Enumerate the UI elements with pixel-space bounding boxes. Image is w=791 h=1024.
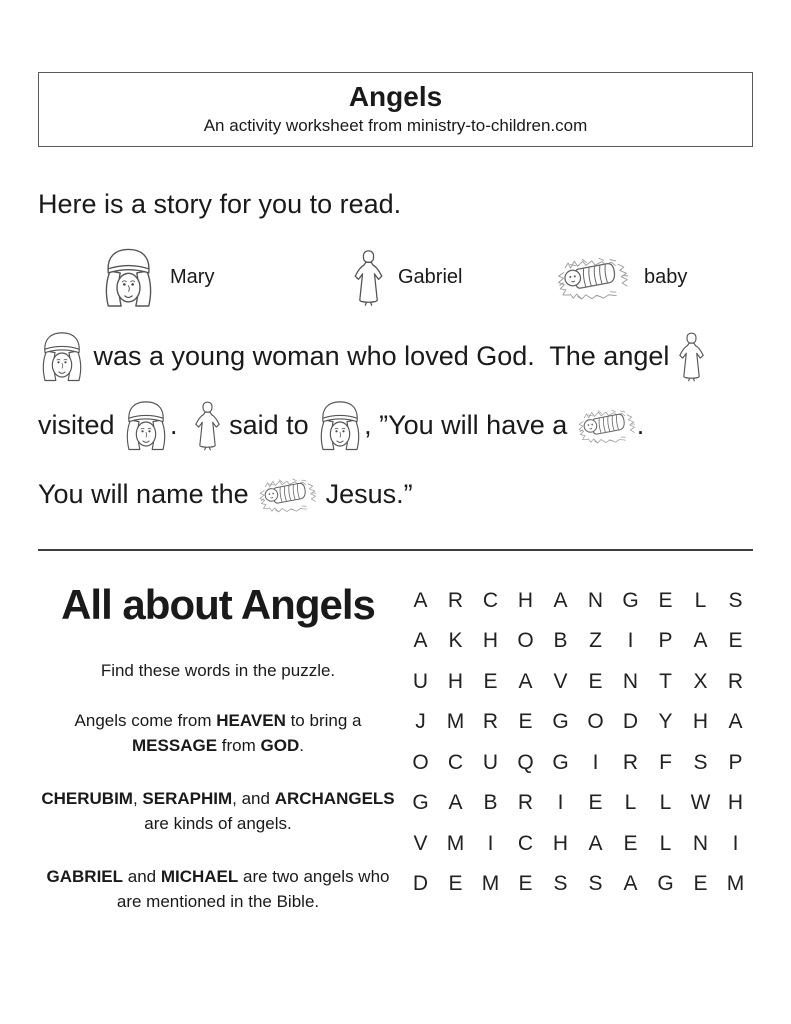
story-intro: Here is a story for you to read. [38, 188, 402, 219]
grid-letter: A [693, 629, 708, 653]
grid-letter: P [658, 629, 673, 653]
mary-icon [316, 399, 364, 452]
grid-letter: R [727, 669, 744, 693]
grid-letter: E [448, 872, 463, 896]
grid-letter: U [482, 750, 499, 774]
grid-letter: V [553, 669, 568, 693]
grid-letter: I [592, 750, 599, 774]
grid-letter: Q [517, 750, 534, 774]
key-item-mary [100, 238, 214, 318]
puzzle-clue-kinds-of-angels: CHERUBIM, SERAPHIM, and ARCHANGELS are kinds of angels. [41, 788, 395, 834]
key-label-gabriel: Gabriel [398, 266, 463, 289]
grid-letter: H [692, 710, 709, 734]
grid-letter: E [728, 629, 743, 653]
grid-letter: S [588, 872, 603, 896]
grid-letter: H [447, 669, 464, 693]
key-label-baby: baby [644, 266, 688, 289]
story-text: visited [38, 409, 123, 440]
story-lines [38, 322, 753, 529]
grid-letter: V [413, 831, 428, 855]
story-text: said to [221, 409, 317, 440]
grid-letter: L [659, 831, 672, 855]
grid-letter: D [622, 710, 639, 734]
grid-letter: S [693, 750, 708, 774]
grid-letter: L [624, 791, 637, 815]
grid-letter: A [448, 791, 463, 815]
gabriel-icon [193, 399, 222, 452]
mary-icon [100, 246, 157, 309]
gabriel-icon [352, 248, 385, 307]
story-text: was a young woman who loved God. The angel [86, 340, 677, 371]
grid-letter: H [552, 831, 569, 855]
grid-letter: E [483, 669, 498, 693]
grid-letter: A [518, 669, 533, 693]
grid-letter: R [517, 791, 534, 815]
grid-letter: D [412, 872, 429, 896]
grid-letter: N [692, 831, 709, 855]
story-text: Jesus.” [318, 478, 413, 509]
grid-letter: J [415, 710, 426, 734]
grid-letter: G [657, 872, 674, 896]
grid-letter: I [732, 831, 739, 855]
word-search-grid [403, 581, 753, 905]
story-text: , ”You will have a [364, 409, 575, 440]
grid-letter: C [482, 588, 499, 612]
puzzle-clue-heaven-message: Angels come from HEAVEN to bring a MESSAGE from GOD. [74, 710, 362, 756]
grid-letter: G [412, 791, 429, 815]
grid-letter: G [622, 588, 639, 612]
grid-letter: A [413, 629, 428, 653]
grid-letter: O [517, 629, 534, 653]
grid-letter: M [481, 872, 500, 896]
grid-letter: H [727, 791, 744, 815]
grid-letter: P [728, 750, 743, 774]
story-text: . [636, 409, 645, 440]
grid-letter: R [482, 710, 499, 734]
grid-letter: R [622, 750, 639, 774]
grid-letter: Y [658, 710, 673, 734]
grid-letter: I [627, 629, 634, 653]
grid-letter: G [552, 710, 569, 734]
grid-letter: T [659, 669, 672, 693]
grid-letter: A [623, 872, 638, 896]
grid-letter: A [728, 710, 743, 734]
baby-icon [256, 472, 318, 517]
grid-letter: E [518, 710, 533, 734]
puzzle-clue-gabriel-michael: GABRIEL and MICHAEL are two angels who are mentioned in the Bible. [46, 866, 390, 912]
grid-letter: S [553, 872, 568, 896]
gabriel-icon [677, 330, 706, 383]
section-divider [38, 549, 753, 551]
grid-letter: B [483, 791, 498, 815]
grid-letter: O [412, 750, 429, 774]
worksheet-subtitle: An activity worksheet from ministry-to-children.com [203, 115, 588, 135]
grid-letter: C [447, 750, 464, 774]
header-box [38, 72, 753, 147]
story-line [38, 460, 753, 529]
grid-letter: A [413, 588, 428, 612]
puzzle-section [0, 577, 791, 932]
grid-letter: N [587, 588, 604, 612]
grid-letter: L [659, 791, 672, 815]
grid-letter: H [482, 629, 499, 653]
grid-letter: C [517, 831, 534, 855]
grid-letter: S [728, 588, 743, 612]
grid-letter: I [487, 831, 494, 855]
puzzle-panel [38, 577, 398, 932]
grid-letter: I [557, 791, 564, 815]
story-line [38, 322, 753, 391]
story-text: . [170, 409, 193, 440]
icon-key [0, 238, 791, 318]
grid-letter: B [553, 629, 568, 653]
grid-letter: E [693, 872, 708, 896]
mary-icon [122, 399, 170, 452]
grid-letter: N [622, 669, 639, 693]
key-label-mary: Mary [170, 266, 215, 289]
grid-letter: Z [589, 629, 602, 653]
grid-letter: W [690, 791, 711, 815]
key-item-baby [553, 238, 687, 318]
grid-letter: E [658, 588, 673, 612]
worksheet-title: Angels [348, 81, 443, 112]
baby-icon [575, 403, 637, 448]
baby-icon [553, 251, 631, 304]
grid-letter: K [448, 629, 463, 653]
grid-letter: U [412, 669, 429, 693]
puzzle-title: All about Angels [61, 580, 375, 628]
grid-letter: A [588, 831, 603, 855]
grid-letter: E [623, 831, 638, 855]
story-text: You will name the [38, 478, 257, 509]
mary-icon [38, 330, 86, 383]
grid-letter: O [587, 710, 604, 734]
grid-letter: E [588, 791, 603, 815]
grid-letter: F [659, 750, 672, 774]
grid-letter: G [552, 750, 569, 774]
grid-letter: M [726, 872, 745, 896]
grid-letter: R [447, 588, 464, 612]
grid-letter: E [518, 872, 533, 896]
story-line [38, 391, 753, 460]
grid-letter: M [446, 710, 465, 734]
grid-letter: E [588, 669, 603, 693]
key-item-gabriel [352, 238, 462, 318]
word-search-panel [403, 577, 753, 932]
grid-letter: X [693, 669, 708, 693]
grid-letter: A [553, 588, 568, 612]
puzzle-instruction: Find these words in the puzzle. [100, 660, 336, 680]
grid-letter: L [694, 588, 707, 612]
grid-letter: M [446, 831, 465, 855]
grid-letter: H [517, 588, 534, 612]
